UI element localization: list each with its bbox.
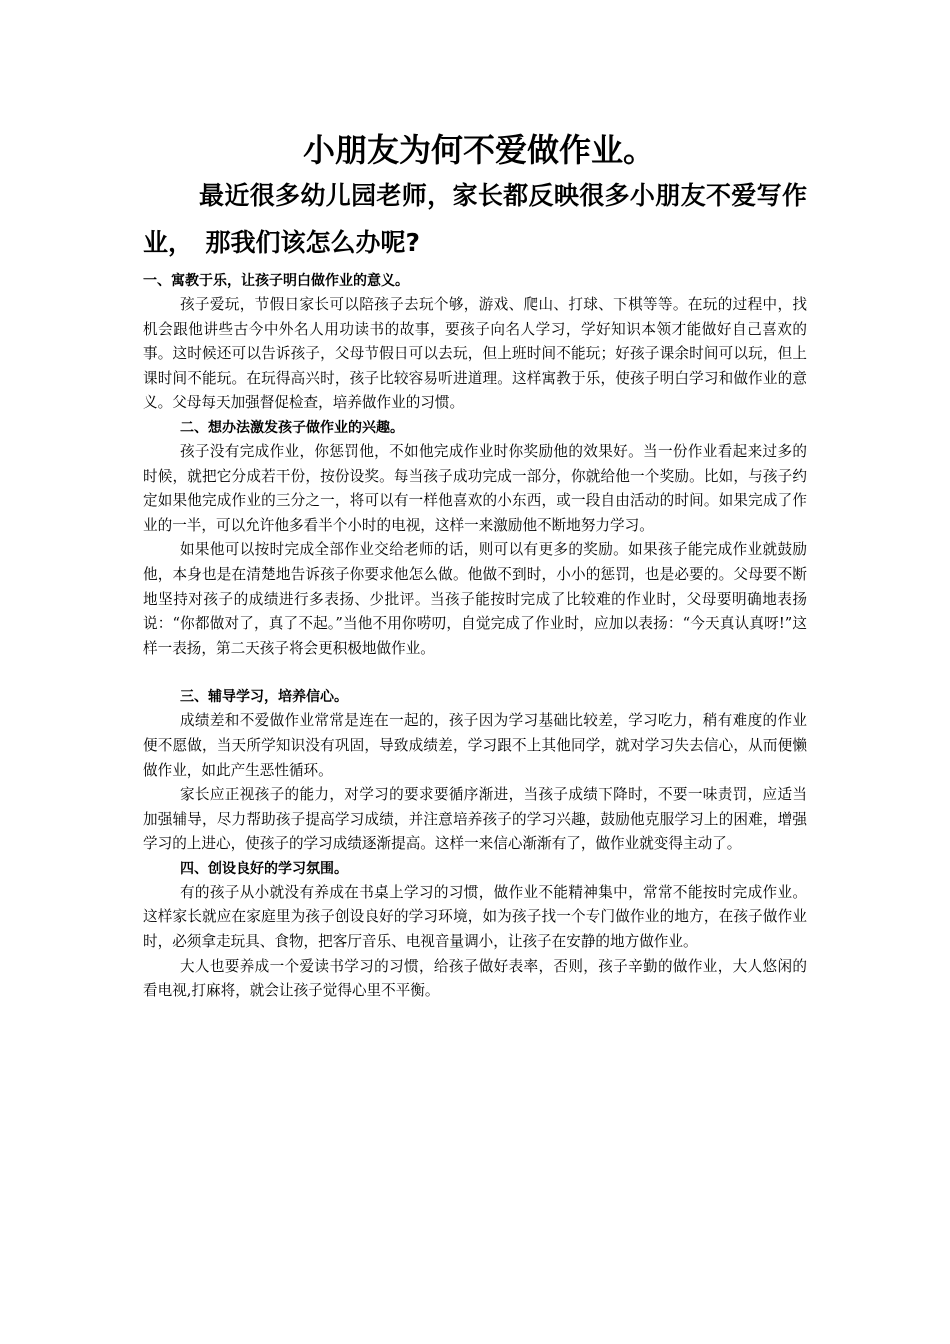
section-3-paragraph-2: 家长应正视孩子的能力，对学习的要求要循序渐进，当孩子成绩下降时，不要一味责罚，应适当加强辅导，尽力帮助孩子提高学习成绩，并注意培养孩子的学习兴趣，鼓励他克服学习上的困难，增强学习的上进心，使孩子的学习成绩逐渐提高。这样一来信心渐渐有了，做作业就变得主动了。: [143, 786, 807, 853]
section-heading-1: 一、寓教于乐，让孩子明白做作业的意义。: [143, 273, 409, 289]
document-title: 小朋友为何不爱做作业。: [302, 131, 655, 169]
document-body: [143, 128, 807, 1004]
section-1-paragraph-1: 孩子爱玩，节假日家长可以陪孩子去玩个够，游戏、爬山、打球、下棋等等。在玩的过程中，找机会跟他讲些古今中外名人用功读书的故事，要孩子向名人学习，学好知识本领才能做好自己喜欢的事。这时候还可以告诉孩子，父母节假日可以去玩，但上班时间不能玩；好孩子课余时间可以玩，但上课时间不能玩。在玩得高兴时，孩子比较容易听进道理。这样寓教于乐，使孩子明白学习和做作业的意义。父母每天加强督促检查，培养做作业的习惯。: [143, 296, 807, 412]
section-3-paragraph-1: 成绩差和不爱做作业常常是连在一起的，孩子因为学习基础比较差，学习吃力，稍有难度的作业便不愿做，当天所学知识没有巩固，导致成绩差，学习跟不上其他同学，就对学习失去信心，从而便懒做作业，如此产生恶性循环。: [143, 712, 807, 779]
section-heading-2: 二、想办法激发孩子做作业的兴趣。: [180, 419, 404, 436]
blank-line: [143, 661, 807, 685]
section-2-paragraph-1: 孩子没有完成作业，你惩罚他，不如他完成作业时你奖励他的效果好。当一份作业看起来过多的时候，就把它分成若干份，按份设奖。每当孩子成功完成一部分，你就给他一个奖励。比如，与孩子约定如果他完成作业的三分之一，将可以有一样他喜欢的小东西，或一段自由活动的时间。如果完成了作业的一半，可以允许他多看半个小时的电视，这样一来激励他不断地努力学习。: [143, 442, 807, 534]
section-2-paragraph-2: 如果他可以按时完成全部作业交给老师的话，则可以有更多的奖励。如果孩子能完成作业就鼓励他，本身也是在清楚地告诉孩子你要求他怎么做。他做不到时，小小的惩罚，也是必要的。父母要不断地坚持对孩子的成绩进行多表扬、少批评。当孩子能按时完成了比较难的作业时，父母要明确地表扬说：“你都做对了，真了不起。”当他不用你唠叨，自觉完成了作业时，应加以表扬：“今天真认真呀!”这样一表扬，第二天孩子将会更积极地做作业。: [143, 541, 807, 657]
section-heading-3: 三、辅导学习，培养信心。: [180, 689, 348, 706]
document-subtitle: 最近很多幼儿园老师，家长都反映很多小朋友不爱写作业， 那我们该怎么办呢?: [143, 181, 807, 257]
section-4-paragraph-2: 大人也要养成一个爱读书学习的习惯，给孩子做好表率，否则，孩子辛勤的做作业，大人悠闲的看电视,打麻将，就会让孩子觉得心里不平衡。: [143, 957, 807, 1000]
section-heading-4: 四、创设良好的学习氛围。: [180, 860, 348, 877]
section-4-paragraph-1: 有的孩子从小就没有养成在书桌上学习的习惯，做作业不能精神集中，常常不能按时完成作业。这样家长就应在家庭里为孩子创设良好的学习环境，如为孩子找一个专门做作业的地方，在孩子做作业时，必须拿走玩具、食物，把客厅音乐、电视音量调小，让孩子在安静的地方做作业。: [143, 883, 807, 951]
